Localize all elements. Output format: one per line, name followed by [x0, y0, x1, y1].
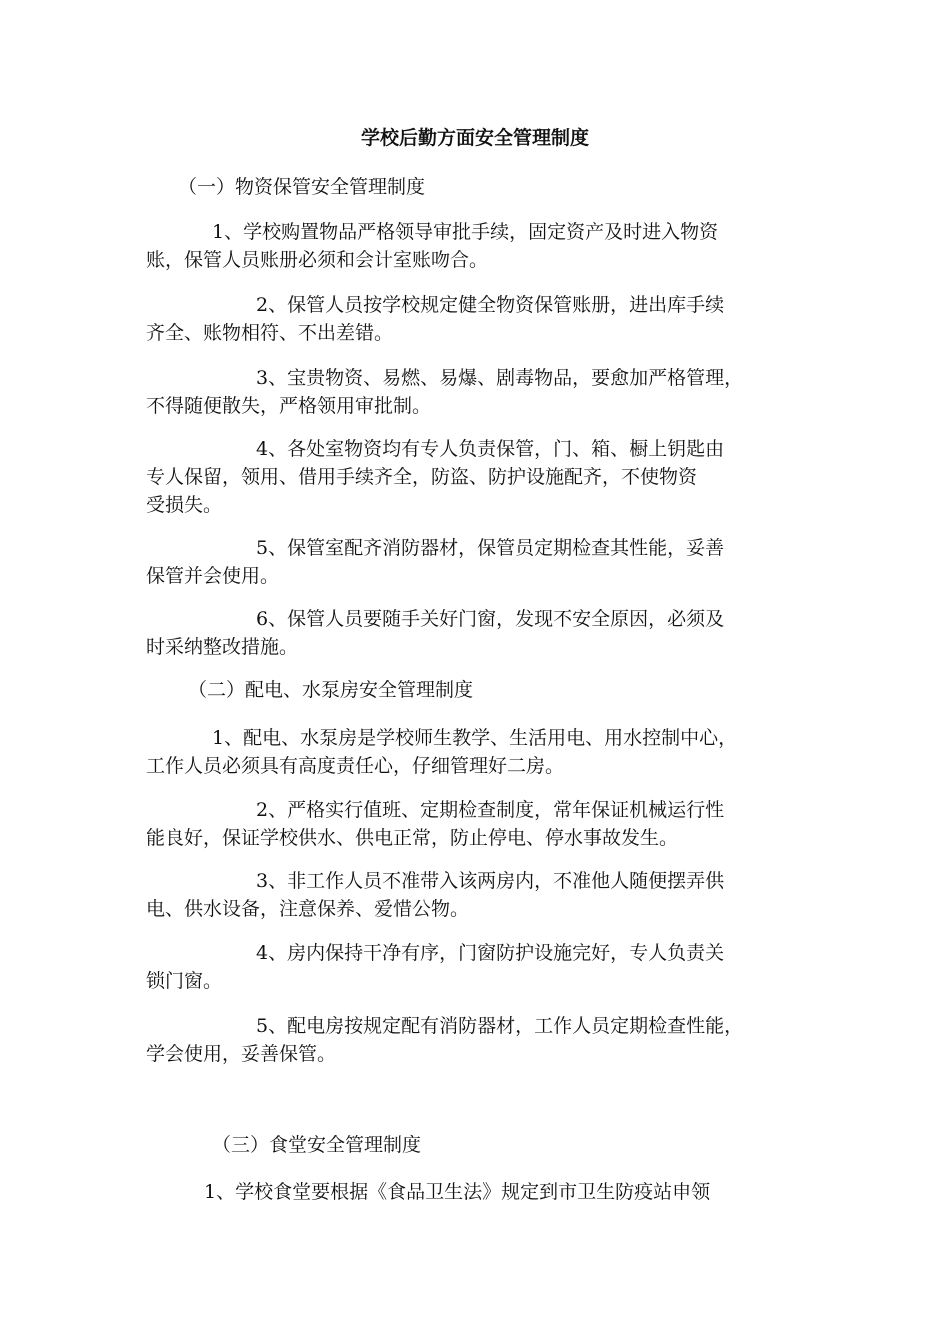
paragraph-line: 1、配电、水泵房是学校师生教学、生活用电、用水控制中心，: [212, 727, 738, 749]
paragraph-line: 2、保管人员按学校规定健全物资保管账册，进出库手续: [256, 294, 725, 316]
paragraph-line: 1、学校食堂要根据《食品卫生法》规定到市卫生防疫站申领: [204, 1181, 711, 1203]
paragraph-line: 3、非工作人员不准带入该两房内，不准他人随便摆弄供: [256, 870, 725, 892]
section-2-item-2: [146, 796, 816, 852]
section-1-heading: （一）物资保管安全管理制度: [178, 176, 426, 198]
paragraph-line: 锁门窗。: [146, 970, 223, 992]
section-1-item-4: [146, 435, 816, 519]
section-2-heading: （二）配电、水泵房安全管理制度: [188, 679, 474, 701]
paragraph-line: 1、学校购置物品严格领导审批手续，固定资产及时进入物资: [212, 221, 719, 243]
paragraph-line: 能良好，保证学校供水、供电正常，防止停电、停水事故发生。: [146, 827, 679, 849]
paragraph-line: 账，保管人员账册必须和会计室账吻合。: [146, 249, 489, 271]
paragraph-line: 齐全、账物相符、不出差错。: [146, 322, 394, 344]
paragraph-line: 5、配电房按规定配有消防器材，工作人员定期检查性能，: [256, 1015, 744, 1037]
paragraph-line: 电、供水设备，注意保养、爱惜公物。: [146, 898, 470, 920]
paragraph-line: 2、严格实行值班、定期检查制度，常年保证机械运行性: [256, 799, 725, 821]
paragraph-line: 受损失。: [146, 494, 223, 516]
paragraph-line: 学会使用，妥善保管。: [146, 1043, 337, 1065]
paragraph-line: 4、房内保持干净有序，门窗防护设施完好，专人负责关: [256, 942, 725, 964]
section-3-item-1: [146, 1178, 816, 1206]
paragraph-line: 不得随便散失，严格领用审批制。: [146, 395, 432, 417]
paragraph-line: 5、保管室配齐消防器材，保管员定期检查其性能，妥善: [256, 537, 725, 559]
section-3-heading: （三）食堂安全管理制度: [212, 1134, 422, 1156]
paragraph-line: 3、宝贵物资、易燃、易爆、剧毒物品，要愈加严格管理，: [256, 367, 744, 389]
document-title: 学校后勤方面安全管理制度: [360, 127, 589, 149]
paragraph-line: 4、各处室物资均有专人负责保管，门、箱、橱上钥匙由: [256, 438, 725, 460]
paragraph-line: 保管并会使用。: [146, 565, 280, 587]
section-2-item-5: [146, 1012, 816, 1068]
section-1-item-3: [146, 364, 816, 420]
section-2-item-1: [146, 724, 816, 780]
section-1-item-6: [146, 605, 816, 661]
section-1-item-1: [146, 218, 816, 274]
paragraph-line: 6、保管人员要随手关好门窗，发现不安全原因，必须及: [256, 608, 725, 630]
paragraph-line: 工作人员必须具有高度责任心，仔细管理好二房。: [146, 755, 565, 777]
section-1-item-5: [146, 534, 816, 590]
paragraph-line: 时采纳整改措施。: [146, 636, 299, 658]
section-1-item-2: [146, 291, 816, 347]
section-2-item-3: [146, 867, 816, 923]
section-2-item-4: [146, 939, 816, 995]
paragraph-line: 专人保留，领用、借用手续齐全，防盗、防护设施配齐，不使物资: [146, 466, 698, 488]
